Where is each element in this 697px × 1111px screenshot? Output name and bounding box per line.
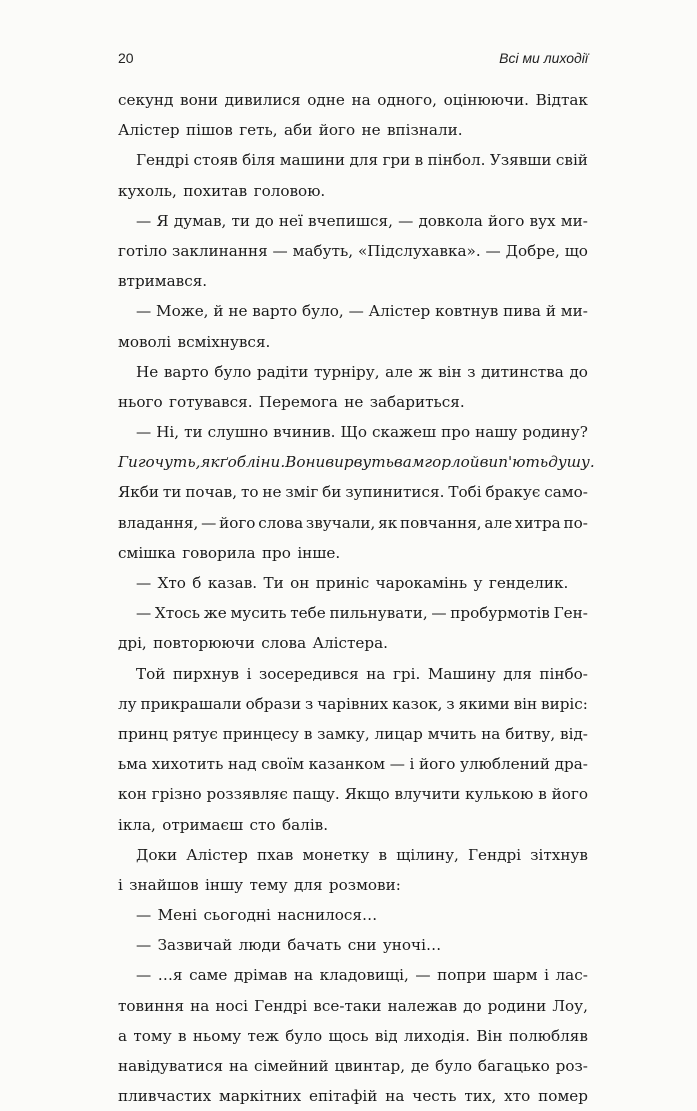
text-line: — …я саме дрімав на кладовищі, — попри шарм і лас-: [136, 966, 588, 985]
text-line: втримався.: [118, 272, 208, 291]
text-line: нього готувався. Перемога не забариться.: [118, 392, 465, 411]
text-line: владання, — його слова звучали, як повчання, але хитра по-: [118, 513, 588, 532]
text-line: Той пирхнув і зосередився на грі. Машину для пінбо-: [136, 664, 588, 683]
text-line: Не варто було радіти турніру, але ж він з дитинства до: [136, 362, 588, 381]
text-line: а тому в ньому теж було щось від лиходія. Він полюбляв: [118, 1026, 588, 1045]
text-line: кон грізно роззявляє пащу. Якщо влучити кулькою в його: [118, 785, 588, 804]
text-line: Гигочуть, як ґобліни. Вони вирвуть вам горло й вип'ють душу.: [118, 453, 595, 472]
text-line: — Зазвичай люди бачать сни уночі…: [136, 936, 442, 955]
book-title: Всі ми лиходії: [499, 50, 588, 66]
text-line: Гендрі стояв біля машини для гри в пінбол. Узявши свій: [136, 151, 588, 170]
text-line: ікла, отримаєш сто балів.: [118, 815, 329, 834]
text-line: лу прикрашали образи з чарівних казок, з якими він виріс:: [118, 694, 588, 713]
text-line: — Хтось же мусить тебе пильнувати, — пробурмотів Ген-: [136, 604, 588, 623]
text-line: моволі всміхнувся.: [118, 332, 271, 351]
text-line: — Мені сьогодні наснилося…: [136, 906, 378, 925]
text-line: — Може, й не варто було, — Алістер ковтнув пива й ми-: [136, 302, 588, 321]
text-line: Доки Алістер пхав монетку в щілину, Гендрі зітхнув: [136, 845, 588, 864]
text-line: — Ні, ти слушно вчинив. Що скажеш про нашу родину?: [136, 423, 588, 442]
text-line: пливчастих маркітних епітафій на честь тих, хто помер: [118, 1087, 588, 1106]
page-number: 20: [118, 50, 134, 66]
text-line: готіло заклинання — мабуть, «Підслухавка». — Добре, що: [118, 241, 588, 260]
text-line: смішка говорила про інше.: [118, 543, 341, 562]
text-line: товиння на носі Гендрі все-таки належав до родини Лоу,: [118, 996, 588, 1015]
text-line: ьма хихотить над своїм казанком — і його улюблений дра-: [118, 755, 588, 774]
text-line: навідуватися на сімейний цвинтар, де було багацько роз-: [118, 1057, 588, 1075]
text-line: принц рятує принцесу в замку, лицар мчить на битву, від-: [118, 724, 588, 743]
text-line: кухоль, похитав головою.: [118, 181, 326, 200]
text-line: Якби ти почав, то не зміг би зупинитися. Тобі бракує само-: [118, 483, 588, 502]
text-line: — Хто б казав. Ти он приніс чарокамінь у генделик.: [136, 574, 569, 592]
body-text: [118, 85, 595, 1111]
text-line: дрі, повторюючи слова Алістера.: [118, 634, 389, 653]
text-line: і знайшов іншу тему для розмови:: [118, 875, 401, 894]
text-line: — Я думав, ти до неї вчепишся, — довкола його вух ми-: [136, 211, 588, 230]
running-head: [118, 50, 588, 66]
text-line: секунд вони дивилися одне на одного, оцінюючи. Відтак: [118, 91, 588, 109]
text-line: Алістер пішов геть, аби його не впізнали.: [118, 121, 463, 140]
